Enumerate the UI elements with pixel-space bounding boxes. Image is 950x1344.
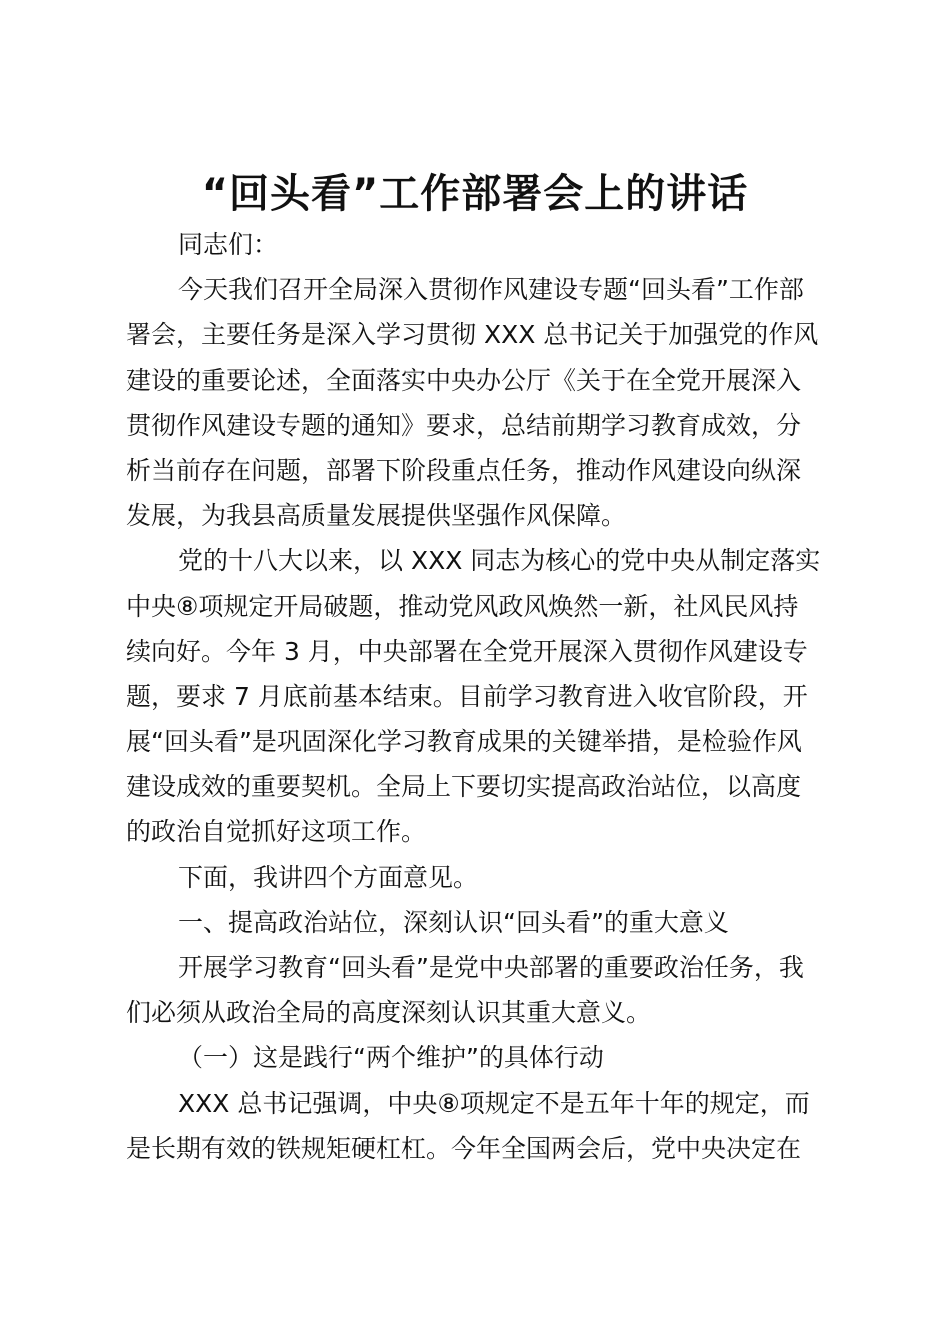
text-line: 今天我们召开全局深入贯彻作风建设专题“回头看”工作部 (178, 275, 804, 305)
text-line: 展“回头看”是巩固深化学习教育成果的关键举措，是检验作风 (126, 727, 802, 757)
text-line: XXX 总书记强调，中央⑧项规定不是五年十年的规定，而 (178, 1088, 810, 1118)
text-line: 题，要求 7 月底前基本结束。目前学习教育进入收官阶段，开 (126, 681, 808, 711)
text-line: 发展，为我县高质量发展提供坚强作风保障。 (126, 501, 627, 531)
text-line: 是长期有效的铁规矩硬杠杠。今年全国两会后，党中央决定在 (126, 1133, 802, 1163)
text-line: 们必须从政治全局的高度深刻认识其重大意义。 (126, 998, 652, 1028)
text-line: 中央⑧项规定开局破题，推动党风政风焕然一新，社风民风持 (126, 591, 799, 621)
text-line: 同志们： (178, 230, 279, 259)
text-line: 的政治自觉抓好这项工作。 (126, 817, 427, 847)
text-line: 建设成效的重要契机。全局上下要切实提高政治站位，以高度 (126, 772, 802, 802)
text-line: （一）这是践行“两个维护”的具体行动 (178, 1043, 604, 1073)
text-line: 开展学习教育“回头看”是党中央部署的重要政治任务，我 (178, 953, 804, 982)
text-line: 党的十八大以来，以 XXX 同志为核心的党中央从制定落实 (178, 546, 821, 576)
text-line: 一、提高政治站位，深刻认识“回头看”的重大意义 (178, 907, 729, 937)
document-title: “回头看”工作部署会上的讲话 (201, 171, 749, 217)
text-line: 续向好。今年 3 月，中央部署在全党开展深入贯彻作风建设专 (126, 636, 808, 666)
text-line: 下面，我讲四个方面意见。 (178, 862, 479, 892)
document-body (126, 222, 836, 1171)
text-line: 贯彻作风建设专题的通知》要求，总结前期学习教育成效，分 (126, 410, 802, 440)
text-line: 建设的重要论述，全面落实中央办公厅《关于在全党开展深入 (126, 365, 802, 395)
text-line: 署会，主要任务是深入学习贯彻 XXX 总书记关于加强党的作风 (126, 320, 819, 350)
text-line: 析当前存在问题，部署下阶段重点任务，推动作风建设向纵深 (126, 455, 802, 485)
